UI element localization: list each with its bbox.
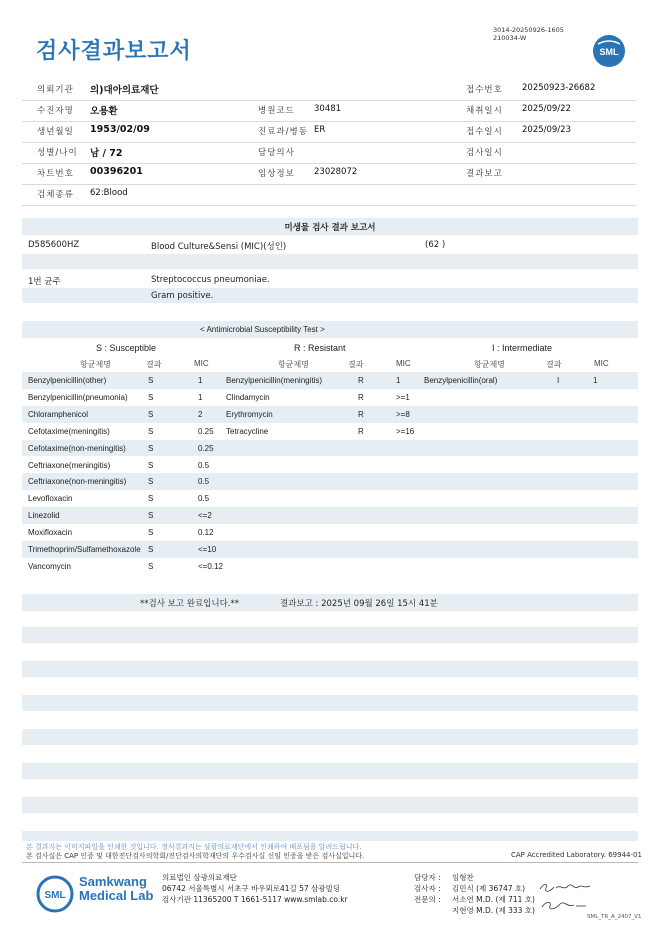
organism-label: 1번 균주 (28, 277, 61, 287)
empty-row-band (22, 797, 638, 813)
header-value: 오용환 (90, 106, 118, 117)
mic-value: 1 (198, 392, 203, 402)
result-value: R (358, 376, 364, 385)
antibiotic-name: Cefotaxime(non-meningitis) (28, 443, 126, 453)
antibiotic-name: Erythromycin (226, 409, 273, 419)
result-value: R (358, 392, 364, 402)
header-label: 채취일시 (466, 106, 503, 116)
ast-row (22, 406, 638, 423)
result-value: R (358, 409, 364, 419)
antibiotic-name: Moxifloxacin (28, 528, 73, 538)
ast-row (22, 440, 638, 457)
result-value: S (148, 494, 154, 504)
ast-row (22, 490, 638, 507)
header-label: 검체종류 (37, 190, 74, 200)
result-header: 결과 (546, 360, 562, 369)
mic-value: 0.12 (198, 528, 214, 538)
ast-title-band (22, 321, 638, 338)
mic-value: <=0.12 (198, 561, 223, 571)
result-header: 결과 (146, 360, 162, 369)
footer-notes (26, 842, 642, 862)
header-row (22, 163, 636, 185)
organism-row (22, 270, 638, 288)
result-value: S (148, 443, 154, 453)
antibiotic-name: Chloramphenicol (28, 409, 89, 419)
result-header: 결과 (348, 360, 364, 369)
header-label: 접수일시 (466, 127, 503, 137)
antibiotic-name: Benzylpenicillin(pneumonia) (28, 392, 128, 402)
mic-value: 0.5 (198, 460, 210, 470)
antibiotic-header: 항균제명 (80, 360, 111, 369)
report-time: 결과보고 : 2025년 09월 26일 15시 41분 (280, 599, 438, 609)
antibiotic-name: Cefotaxime(meningitis) (28, 426, 110, 436)
antibiotic-name: Benzylpenicillin(oral) (424, 376, 498, 385)
brand-name (79, 875, 153, 903)
antibiotic-name: Benzylpenicillin(other) (28, 376, 107, 385)
antibiotic-name: Benzylpenicillin(meningitis) (226, 376, 323, 385)
antibiotic-name: Clindamycin (226, 392, 270, 402)
result-value: S (148, 511, 154, 521)
result-value: I (557, 376, 560, 385)
header-label: 수진자명 (37, 106, 74, 116)
samkwang-logo-text: SML (44, 890, 66, 901)
result-value: R (358, 426, 364, 436)
samkwang-logo (36, 875, 74, 913)
header-row (22, 100, 636, 122)
ast-row (22, 558, 638, 575)
header-value: ER (314, 125, 326, 135)
result-value: S (148, 477, 154, 487)
ast-row (22, 473, 638, 490)
header-label: 결과보고 (466, 169, 503, 179)
mic-value: <=2 (198, 511, 212, 521)
ast-header-row (22, 356, 638, 372)
sml-logo-text: SML (599, 47, 619, 57)
header-label: 의뢰기관 (37, 85, 74, 95)
header-value: 1953/02/09 (90, 124, 150, 135)
ast-row (22, 389, 638, 406)
mic-header: MIC (396, 359, 411, 368)
header-label: 접수번호 (466, 85, 503, 95)
antibiotic-name: Vancomycin (28, 561, 71, 571)
brand-line-1: Samkwang (79, 874, 147, 889)
mic-value: <=10 (198, 545, 217, 554)
mic-header: MIC (194, 359, 209, 368)
form-code: SML_TR_A_2407_V1 (587, 914, 642, 920)
header-value: 62:Blood (90, 188, 128, 198)
staff-label-manager: 담당자 : (414, 873, 441, 882)
ast-row (22, 423, 638, 440)
empty-row-band (22, 661, 638, 677)
empty-row-band (22, 763, 638, 779)
header-label: 임상정보 (258, 169, 295, 179)
lab-address: 06742 서울특별시 서초구 바우뫼로41길 57 삼광빌딩 (162, 884, 341, 893)
result-value: S (148, 460, 154, 470)
empty-row-band (22, 695, 638, 711)
gram-stain: Gram positive. (151, 291, 214, 301)
antibiotic-name: Levofloxacin (28, 494, 73, 504)
ast-row (22, 372, 638, 389)
cap-accreditation: CAP Accredited Laboratory. 69944-01 (511, 851, 642, 859)
footer-divider (22, 862, 638, 863)
antibiotic-name: Ceftriaxone(meningitis) (28, 460, 111, 470)
header-value: 2025/09/23 (522, 125, 571, 135)
header-value: 의)대아의료재단 (90, 85, 159, 96)
staff-label-specialist: 전문의 : (414, 895, 441, 904)
ast-table (22, 356, 638, 578)
header-value: 23028072 (314, 167, 358, 177)
brand-line-2: Medical Lab (79, 888, 154, 903)
lab-contact: 검사기관 11365200 T 1661-5117 www.smlab.co.kr (162, 895, 348, 904)
header-value: 20250923-26682 (522, 83, 596, 93)
result-value: S (148, 545, 154, 554)
result-value: S (148, 426, 154, 436)
header-label: 검사일시 (466, 148, 503, 158)
ast-row (22, 524, 638, 541)
result-value: S (148, 409, 154, 419)
antibiotic-header: 항균제명 (278, 360, 309, 369)
completion-band (22, 594, 638, 611)
staff-specialist-2: 지현영 M.D. (제 333 호) (452, 906, 535, 915)
lab-org: 의료법인 삼광의료재단 (162, 873, 237, 882)
lab-info (162, 872, 392, 912)
header-label: 차트번호 (37, 169, 74, 179)
legend-intermediate: I : Intermediate (492, 343, 553, 353)
mic-value: >=8 (396, 409, 410, 419)
header-value: 00396201 (90, 166, 143, 177)
test-number: (62 ) (425, 240, 446, 250)
mic-header: MIC (594, 359, 609, 368)
header-value: 2025/09/22 (522, 104, 571, 114)
staff-specialist-1: 서소연 M.D. (제 711 호) (452, 895, 535, 904)
header-label: 성별/나이 (37, 148, 78, 158)
mic-value: 0.5 (198, 477, 210, 487)
spacer-band (22, 254, 638, 269)
staff-manager: 임형찬 (452, 873, 474, 882)
test-row (22, 236, 638, 254)
header-row (22, 79, 636, 101)
header-label: 담당의사 (258, 148, 295, 158)
micro-section-header (22, 218, 638, 235)
ast-row (22, 507, 638, 524)
mic-value: >=1 (396, 392, 410, 402)
mic-value: 1 (198, 376, 203, 385)
footer-note-cert: 본 검사실은 CAP 인증 및 대한진단검사의학회/진단검사의학재단의 우수검사실 신임 인증을 받은 검사실입니다. (26, 852, 365, 860)
empty-row-band (22, 729, 638, 745)
mic-value: 1 (593, 376, 598, 385)
header-row (22, 121, 636, 143)
antibiotic-name: Linezolid (28, 511, 60, 521)
header-label: 병원코드 (258, 106, 295, 116)
test-name: Blood Culture&Sensi (MIC)(성인) (151, 242, 287, 252)
organism-name: Streptococcus pneumoniae. (151, 275, 270, 285)
result-value: S (148, 376, 154, 385)
staff-tester: 김민식 (제 36747 호) (452, 884, 526, 893)
mic-value: 2 (198, 409, 203, 419)
report-complete: **검사 보고 완료입니다.** (140, 599, 240, 609)
header-row (22, 142, 636, 164)
micro-section-title: 미생물 검사 결과 보고서 (284, 223, 376, 233)
mic-value: 1 (396, 376, 401, 385)
doc-code-sub: 210034-W (493, 34, 527, 42)
header-label: 진료과/병동 (258, 127, 308, 137)
antibiotic-name: Ceftriaxone(non-meningitis) (28, 477, 127, 487)
header-row (22, 184, 636, 206)
ast-legend (22, 339, 638, 355)
header-value: 남 / 72 (90, 148, 123, 159)
doc-code: 3014-20250926-1605 (493, 26, 564, 34)
ast-row (22, 457, 638, 474)
legend-susceptible: S : Susceptible (96, 343, 157, 353)
staff-label-tester: 검사자 : (414, 884, 441, 893)
mic-value: 0.25 (198, 443, 214, 453)
report-title: 검사결과보고서 (36, 39, 192, 64)
signatures (538, 879, 598, 915)
result-value: S (148, 561, 154, 571)
mic-value: 0.25 (198, 426, 214, 436)
footer-note-print: 본 결과지는 이미지파일을 인쇄한 것입니다. 정식결과지는 삼광의료재단에서 인쇄하여 배포됨을 알려드립니다. (26, 843, 362, 851)
header-value: 30481 (314, 104, 342, 114)
test-code: D585600HZ (28, 240, 80, 250)
result-value: S (148, 392, 154, 402)
mic-value: >=16 (396, 426, 415, 436)
legend-resistant: R : Resistant (294, 343, 346, 353)
antibiotic-name: Trimethoprim/Sulfamethoxazole (28, 545, 141, 554)
ast-title: < Antimicrobial Susceptibility Test > (200, 325, 325, 334)
header-label: 생년월일 (37, 127, 74, 137)
empty-row-band (22, 627, 638, 643)
empty-row-band (22, 831, 638, 841)
gram-band (22, 288, 638, 303)
mic-value: 0.5 (198, 494, 210, 504)
antibiotic-header: 항균제명 (474, 360, 505, 369)
result-value: S (148, 528, 154, 538)
sml-logo (592, 34, 626, 68)
ast-row (22, 541, 638, 558)
antibiotic-name: Tetracycline (226, 426, 269, 436)
